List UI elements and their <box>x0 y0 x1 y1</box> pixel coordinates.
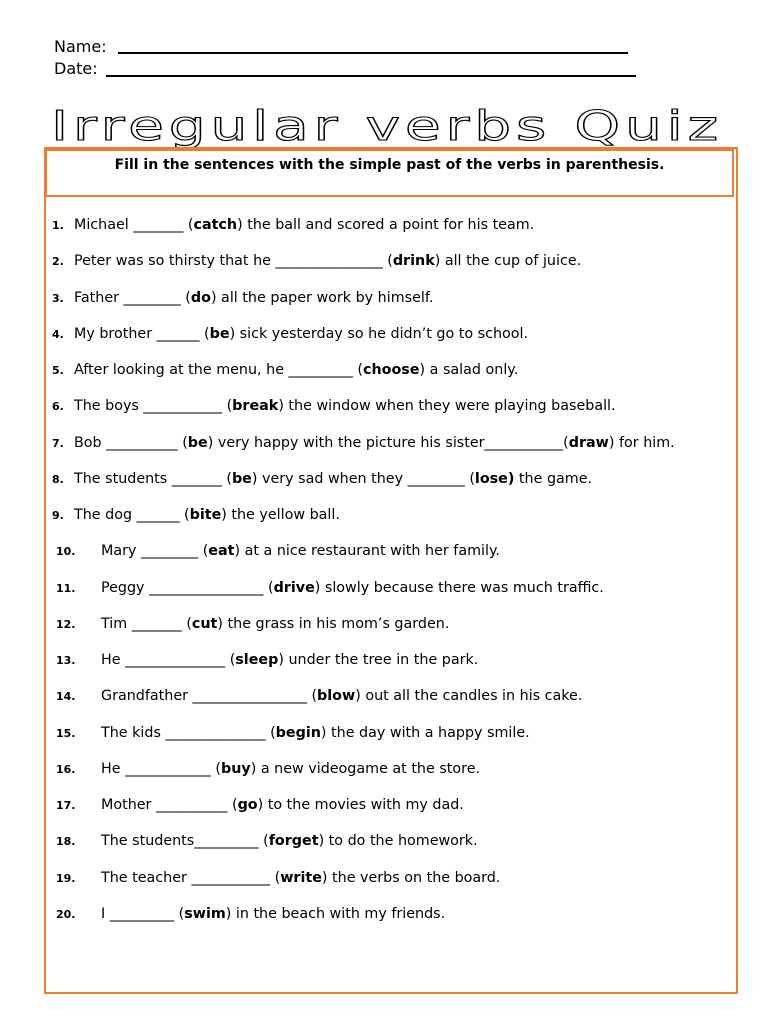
question-sentence[interactable] <box>101 579 604 597</box>
sentence-text: ) the window when they were playing baseball. <box>278 398 616 415</box>
sentence-text: ) under the tree in the park. <box>278 652 479 668</box>
question-number: 10. <box>56 545 76 559</box>
question-number: 20. <box>56 907 76 921</box>
sentence-text: ) very sad when they ________ ( <box>251 470 475 487</box>
sentence-text: ) at a nice restaurant with her family. <box>234 543 500 560</box>
question-number: 13. <box>56 654 76 667</box>
verb-hint: sleep <box>235 652 279 668</box>
question-number: 2. <box>52 255 64 269</box>
question-sentence[interactable] <box>74 361 518 379</box>
verb-hint: blow <box>317 688 356 705</box>
date-line[interactable] <box>106 75 636 77</box>
question-number: 18. <box>56 835 76 849</box>
question-sentence[interactable] <box>74 325 528 343</box>
sentence-text: ) in the beach with my friends. <box>225 905 446 922</box>
verb-hint: begin <box>275 724 321 741</box>
sentence-text: Father ________ ( <box>74 289 191 306</box>
verb-hint: be <box>231 470 252 487</box>
question-number: 17. <box>56 799 76 812</box>
question-number: 3. <box>52 291 64 305</box>
sentence-text: He ____________ ( <box>101 760 221 777</box>
sentence-text: Peter was so thirsty that he _______________ ( <box>74 253 393 270</box>
question-number: 6. <box>52 400 64 414</box>
date-label: Date: <box>54 59 98 78</box>
sentence-text: ) a new videogame at the store. <box>250 760 481 777</box>
sentence-text: ) the ball and scored a point for his team. <box>237 217 535 233</box>
instructions-box <box>45 149 734 197</box>
sentence-text: He ______________ ( <box>101 652 236 668</box>
sentence-text: The kids ______________ ( <box>101 724 276 741</box>
verb-hint: cut <box>191 615 218 632</box>
verb-hint: swim <box>184 905 226 922</box>
question-sentence[interactable] <box>101 832 478 850</box>
verb-hint: write <box>280 869 322 886</box>
question-sentence[interactable] <box>74 397 616 415</box>
sentence-text: Grandfather ________________ ( <box>101 688 318 705</box>
question-number: 14. <box>56 690 76 704</box>
sentence-text: ) all the paper work by himself. <box>210 289 434 306</box>
question-number: 15. <box>56 726 76 740</box>
question-number: 1. <box>52 219 64 232</box>
question-sentence[interactable] <box>101 905 445 923</box>
question-number: 9. <box>52 509 64 522</box>
sentence-text: The students _______ ( <box>74 470 232 487</box>
sentence-text: Mary ________ ( <box>101 543 209 560</box>
question-number: 5. <box>52 364 64 377</box>
sentence-text: My brother ______ ( <box>74 325 210 342</box>
question-sentence[interactable] <box>74 470 592 488</box>
question-number: 16. <box>56 762 76 776</box>
instructions-text: Fill in the sentences with the simple past of the verbs in parenthesis. <box>114 157 665 173</box>
sentence-text: ) the day with a happy smile. <box>320 724 530 741</box>
sentence-text: ) to the movies with my dad. <box>257 797 464 813</box>
question-sentence[interactable] <box>74 252 581 270</box>
sentence-text: The students_________ ( <box>101 833 269 850</box>
question-number: 12. <box>56 617 76 631</box>
quiz-title-text: Irregular verbs Quiz <box>51 102 723 150</box>
sentence-text: The teacher ___________ ( <box>101 869 281 886</box>
name-label: Name: <box>54 37 107 56</box>
question-sentence[interactable] <box>101 796 464 814</box>
question-sentence[interactable] <box>74 216 534 234</box>
verb-hint: be <box>209 325 230 342</box>
sentence-text: ) sick yesterday so he didn’t go to school. <box>229 325 529 342</box>
verb-hint: drive <box>273 579 315 596</box>
verb-hint: buy <box>221 760 251 777</box>
question-sentence[interactable] <box>101 615 449 633</box>
question-sentence[interactable] <box>101 542 500 560</box>
verb-hint: eat <box>208 543 235 560</box>
question-number: 4. <box>52 327 64 341</box>
verb-hint: drink <box>392 253 435 270</box>
verb-hint: be <box>187 434 208 451</box>
verb-hint: forget <box>268 833 319 850</box>
question-sentence[interactable] <box>101 760 480 778</box>
question-sentence[interactable] <box>74 434 675 452</box>
sentence-text: Tim _______ ( <box>101 615 192 632</box>
sentence-text: ) all the cup of juice. <box>434 253 582 270</box>
question-sentence[interactable] <box>101 869 500 887</box>
verb-hint: choose <box>363 362 420 378</box>
question-number: 19. <box>56 871 76 885</box>
sentence-text: Mother __________ ( <box>101 797 238 813</box>
sentence-text: ) out all the candles in his cake. <box>355 688 583 705</box>
sentence-text: Peggy ________________ ( <box>101 579 274 596</box>
sentence-text: the game. <box>514 470 593 487</box>
question-sentence[interactable] <box>74 289 433 307</box>
question-sentence[interactable] <box>101 687 582 705</box>
question-sentence[interactable] <box>101 651 478 669</box>
quiz-frame <box>44 147 738 994</box>
verb-hint: draw <box>568 434 609 451</box>
verb-hint: do <box>190 289 211 306</box>
question-sentence[interactable] <box>74 506 340 524</box>
sentence-text: The boys ___________ ( <box>74 398 233 415</box>
sentence-text: ) very happy with the picture his sister___________( <box>207 434 569 451</box>
verb-hint: lose) <box>474 470 515 487</box>
sentence-text: ) to do the homework. <box>318 833 478 850</box>
name-field[interactable] <box>54 37 107 57</box>
question-number: 8. <box>52 472 64 486</box>
sentence-text: Bob __________ ( <box>74 434 188 451</box>
sentence-text: Michael _______ ( <box>74 217 194 233</box>
sentence-text: ) the yellow ball. <box>221 507 340 523</box>
verb-hint: break <box>232 398 279 415</box>
question-sentence[interactable] <box>101 724 530 742</box>
sentence-text: ) for him. <box>608 434 675 451</box>
date-field[interactable] <box>54 59 98 79</box>
sentence-text: ) the verbs on the board. <box>321 869 501 886</box>
question-number: 11. <box>56 581 76 595</box>
verb-hint: go <box>237 797 258 813</box>
question-number: 7. <box>52 436 64 450</box>
sentence-text: The dog ______ ( <box>74 507 190 523</box>
sentence-text: ) a salad only. <box>419 362 519 378</box>
sentence-text: After looking at the menu, he _________ ( <box>74 362 363 378</box>
sentence-text: ) the grass in his mom’s garden. <box>217 615 450 632</box>
verb-hint: bite <box>189 507 222 523</box>
name-line[interactable] <box>118 52 628 54</box>
sentence-text: I _________ ( <box>101 905 185 922</box>
sentence-text: ) slowly because there was much traffic. <box>314 579 604 596</box>
verb-hint: catch <box>193 217 238 233</box>
